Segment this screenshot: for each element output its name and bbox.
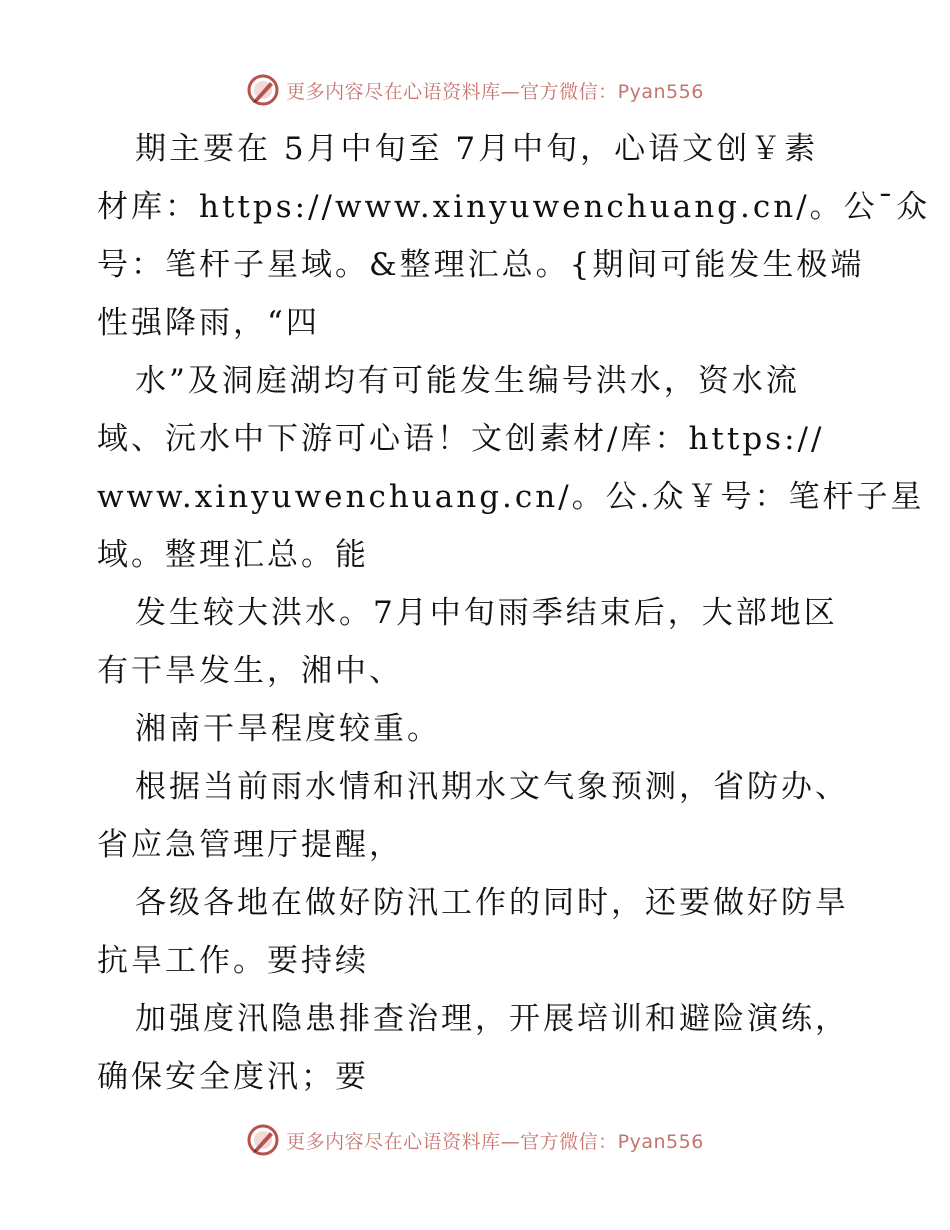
text-line: 确保安全度汛；要 <box>97 1059 369 1095</box>
document-body <box>97 120 931 1106</box>
text-line: 域。整理汇总。能 <box>97 537 369 573</box>
paragraph <box>97 874 857 990</box>
text-line: 省应急管理厅提醒， <box>97 827 403 863</box>
text-line: 加强度汛隐患排查治理，开展培训和避险演练， <box>135 1001 849 1037</box>
watermark-footer <box>0 1120 950 1160</box>
text-line: 发生较大洪水。7月中旬雨季结束后，大部地区 <box>135 595 838 631</box>
text-line: 湘南干旱程度较重。 <box>135 711 441 747</box>
text-line: 有干旱发生，湘中、 <box>97 653 403 689</box>
logo-pen-icon <box>246 73 280 107</box>
text-line: 性强降雨，“四 <box>97 305 320 341</box>
text-line: 号：笔杆子星域。&整理汇总。{期间可能发生极端 <box>97 247 865 283</box>
text-line: www.xinyuwenchuang.cn/。公.众￥号：笔杆子星 <box>97 479 925 515</box>
text-line: 抗旱工作。要持续 <box>97 943 369 979</box>
text-line: 期主要在 5月中旬至 7月中旬，心语文创￥素 <box>135 131 819 167</box>
text-line: 材库：https://www.xinyuwenchuang.cn/。公¯众 <box>97 189 931 225</box>
paragraph <box>97 120 931 352</box>
watermark-text: 更多内容尽在心语资料库—官方微信：Pyan556 <box>286 1130 704 1153</box>
paragraph <box>97 990 857 1106</box>
text-line: 域、沅水中下游可心语！文创素材/库：https:// <box>97 421 825 457</box>
watermark-header <box>0 70 950 110</box>
text-line: 水”及洞庭湖均有可能发生编号洪水，资水流 <box>135 363 800 399</box>
text-line: 根据当前雨水情和汛期水文气象预测，省防办、 <box>135 769 849 805</box>
paragraph <box>97 758 857 874</box>
text-line: 各级各地在做好防汛工作的同时，还要做好防旱 <box>135 885 849 921</box>
watermark-text: 更多内容尽在心语资料库—官方微信：Pyan556 <box>286 80 704 103</box>
paragraph <box>97 700 857 758</box>
paragraph <box>97 584 857 700</box>
paragraph <box>97 352 925 584</box>
logo-pen-icon <box>246 1123 280 1157</box>
